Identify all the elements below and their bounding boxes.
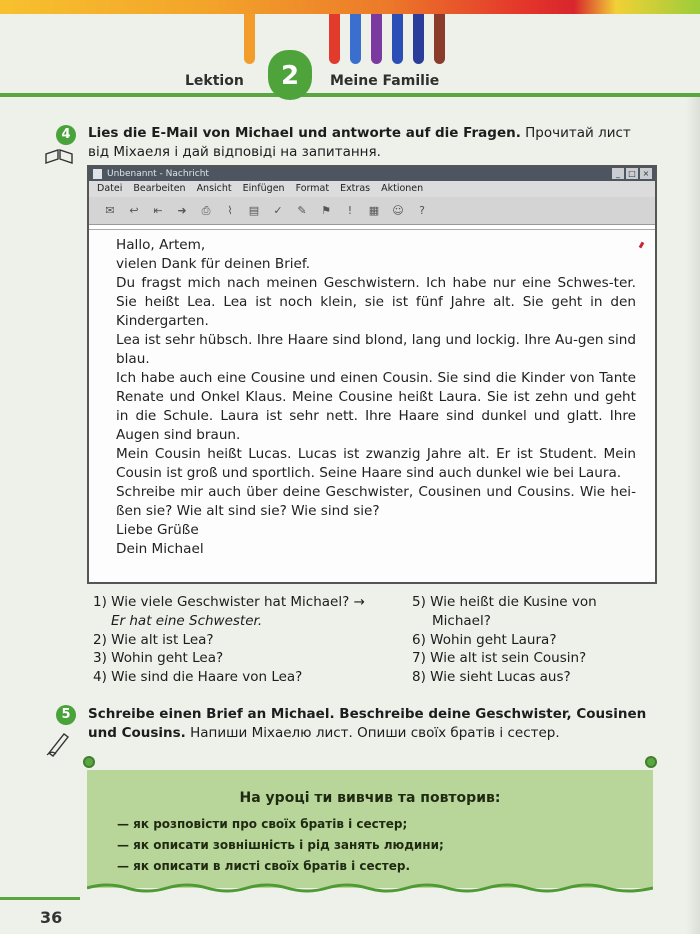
contacts-icon[interactable]: ☺ xyxy=(392,203,404,217)
email-closing: Liebe Grüße xyxy=(116,522,199,538)
task-number: 4 xyxy=(56,125,76,145)
color-bar xyxy=(244,14,255,64)
header-rule xyxy=(0,93,700,97)
close-button[interactable]: × xyxy=(640,168,652,179)
lesson-number-badge: 2 xyxy=(268,50,312,100)
reply-icon[interactable]: ↩ xyxy=(129,203,139,217)
task5-title-ua: Напиши Міхаелю лист. Опиши своїх братів і сестер. xyxy=(190,725,560,741)
email-window xyxy=(87,165,657,584)
check-icon[interactable]: ✓ xyxy=(273,203,283,217)
email-line: vielen Dank für deinen Brief. xyxy=(116,256,311,272)
window-title: Unbenannt - Nachricht xyxy=(107,169,209,179)
menu-einfuegen[interactable]: Einfügen xyxy=(242,183,285,194)
send-icon[interactable]: ✉ xyxy=(105,203,115,217)
toolbar xyxy=(89,197,655,225)
question-item: 3) Wohin geht Lea? xyxy=(93,650,224,667)
task4-title-ua-cont: від Міхаеля і дай відповіді на запитання. xyxy=(88,144,381,160)
reply-all-icon[interactable]: ⇤ xyxy=(153,203,163,217)
question-continuation: Michael? xyxy=(432,612,491,629)
menu-bearbeiten[interactable]: Bearbeiten xyxy=(133,183,186,194)
question-item: 5) Wie heißt die Kusine von xyxy=(412,594,597,610)
email-text xyxy=(116,236,636,559)
decorative-squiggle xyxy=(87,882,653,894)
questions-left xyxy=(93,593,393,687)
question-item: 8) Wie sieht Lucas aus? xyxy=(412,669,571,686)
question-item: 4) Wie sind die Haare von Lea? xyxy=(93,669,303,686)
cursor-mark xyxy=(639,242,645,249)
summary-item: — як описати зовнішність і рід занять людини; xyxy=(117,838,444,852)
print-icon[interactable]: ⎙ xyxy=(201,203,211,217)
color-bar xyxy=(329,14,340,64)
color-bar xyxy=(392,14,403,64)
color-bar xyxy=(434,14,445,64)
pen-icon xyxy=(44,728,74,754)
summary-item: — як розповісти про своїх братів і сестер; xyxy=(117,817,408,831)
task5-title-de: Schreibe einen Brief an Michael. Beschreibe deine Geschwister, Cousinen xyxy=(88,706,647,722)
color-bar xyxy=(350,14,361,64)
book-icon xyxy=(44,147,74,173)
menu-bar xyxy=(89,181,655,197)
task4-title-ua: Прочитай лист xyxy=(525,125,631,141)
options-icon[interactable]: ▦ xyxy=(368,203,380,217)
color-bar xyxy=(413,14,424,64)
summary-item: — як описати в листі своїх братів і сестер. xyxy=(117,859,411,873)
top-color-stripe xyxy=(0,0,700,14)
question-item: 2) Wie alt ist Lea? xyxy=(93,631,214,648)
color-bar xyxy=(371,14,382,64)
task5-instruction xyxy=(88,705,648,743)
question-item: 6) Wohin geht Laura? xyxy=(412,631,557,648)
spell-icon[interactable]: ✎ xyxy=(297,203,307,217)
task-number: 5 xyxy=(56,705,76,725)
email-paragraph: Du fragst mich nach meinen Geschwistern. Ich habe nur eine Schwes-ter. Sie heißt Lea. Lea ist noch klein, sie ist fünf Jahre alt. Sie geht in den Kindergarten. xyxy=(116,275,636,329)
email-signature: Dein Michael xyxy=(116,541,204,557)
question-item: 1) Wie viele Geschwister hat Michael? → xyxy=(93,594,365,610)
email-body-area[interactable] xyxy=(89,229,655,582)
menu-ansicht[interactable]: Ansicht xyxy=(196,183,232,194)
forward-icon[interactable]: ➜ xyxy=(177,203,187,217)
flag-icon[interactable]: ⚑ xyxy=(321,203,331,217)
minimize-button[interactable]: _ xyxy=(612,168,624,179)
pin-icon xyxy=(645,756,657,768)
email-paragraph: Ich habe auch eine Cousine und einen Cousin. Sie sind die Kinder von Tante Renate und Onkel Klaus. Meine Cousine heißt Laura. Sie ist zehn und geht in die Schule. Laura ist sehr nett. Ihre Haare sind dunkel und glatt. Ihre Augen sind braun. xyxy=(116,370,636,443)
questions-right xyxy=(412,593,652,687)
email-greeting: Hallo, Artem, xyxy=(116,237,206,253)
address-icon[interactable]: ▤ xyxy=(248,203,260,217)
chapter-title: Meine Familie xyxy=(330,73,440,89)
help-icon[interactable]: ? xyxy=(419,203,425,217)
summary-title: На уроці ти вивчив та повторив: xyxy=(239,790,501,806)
question-answer-example: Er hat eine Schwester. xyxy=(111,612,263,629)
menu-aktionen[interactable]: Aktionen xyxy=(381,183,424,194)
task4-title-de: Lies die E-Mail von Michael und antworte auf die Fragen. xyxy=(88,125,521,141)
attach-icon[interactable]: ⌇ xyxy=(227,203,233,217)
question-item: 7) Wie alt ist sein Cousin? xyxy=(412,650,587,667)
email-paragraph: Schreibe mir auch über deine Geschwister, Cousinen und Cousins. Wie hei-ßen sie? Wie alt sind sie? Wie sind sie? xyxy=(116,484,636,519)
priority-icon[interactable]: ! xyxy=(347,203,353,217)
menu-extras[interactable]: Extras xyxy=(340,183,371,194)
menu-format[interactable]: Format xyxy=(295,183,330,194)
summary-list xyxy=(117,814,444,877)
email-paragraph: Mein Cousin heißt Lucas. Lucas ist zwanzig Jahre alt. Er ist Student. Mein Cousin ist groß und sportlich. Seine Haare sind auch dunkel wie bei Laura. xyxy=(116,446,636,481)
window-titlebar xyxy=(89,167,655,181)
maximize-button[interactable]: □ xyxy=(626,168,638,179)
task5-title-de-cont: und Cousins. xyxy=(88,725,186,741)
footer-rule xyxy=(0,897,80,900)
task4-instruction xyxy=(88,124,648,162)
email-paragraph: Lea ist sehr hübsch. Ihre Haare sind blond, lang und lockig. Ihre Au-gen sind blau. xyxy=(116,332,636,367)
page-number: 36 xyxy=(40,908,63,927)
summary-box xyxy=(87,770,653,888)
pin-icon xyxy=(83,756,95,768)
page-edge-shade xyxy=(686,97,700,934)
document-icon xyxy=(93,169,102,179)
menu-datei[interactable]: Datei xyxy=(97,183,123,194)
lesson-label: Lektion xyxy=(185,73,244,89)
